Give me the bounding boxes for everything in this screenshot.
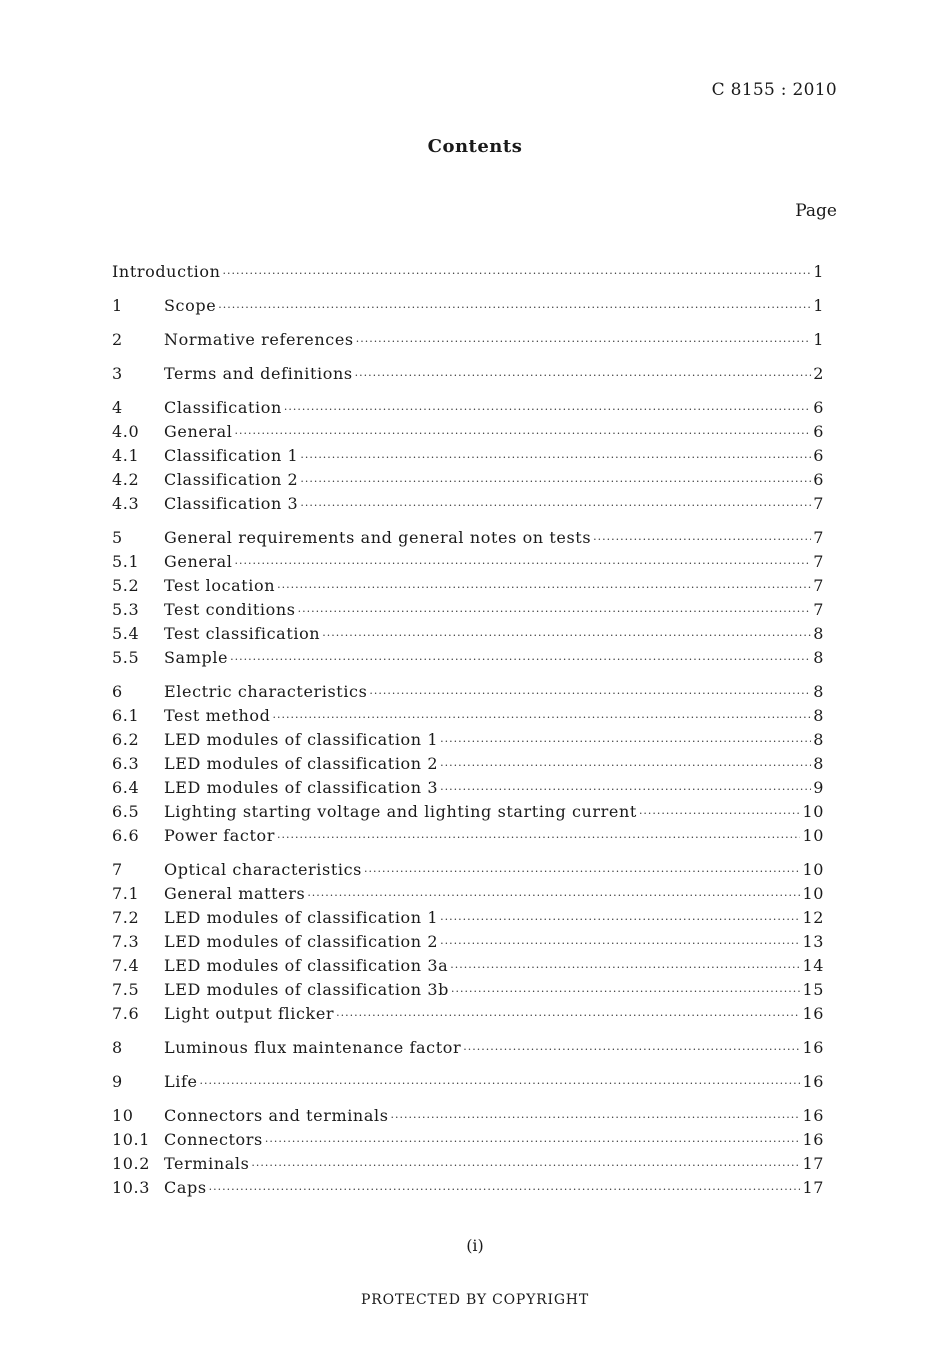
toc-entry-title: Lighting starting voltage and lighting starting current [164,802,637,821]
toc-entry-page: 17 [802,1178,824,1197]
toc-leader-dots [355,369,812,382]
toc-group [112,1072,824,1096]
toc-entry-page: 7 [813,576,824,595]
toc-entry-number: 9 [112,1072,123,1091]
toc-entry[interactable] [112,826,824,850]
toc-leader-dots [300,499,811,512]
toc-entry[interactable] [112,624,824,648]
toc-entry-number: 7 [112,860,123,879]
toc-entry-page: 8 [813,624,824,643]
toc-entry[interactable] [112,1106,824,1130]
toc-entry-title: Introduction [112,262,221,281]
toc-entry-title: Power factor [164,826,275,845]
toc-entry-page: 1 [813,330,824,349]
toc-entry-page: 8 [813,706,824,725]
toc-leader-dots [440,783,811,796]
toc-entry-page: 14 [802,956,824,975]
toc-leader-dots [369,687,811,700]
toc-entry[interactable] [112,398,824,422]
toc-entry-title: Optical characteristics [164,860,362,879]
toc-entry-number: 4.1 [112,446,140,465]
toc-entry-page: 8 [813,730,824,749]
toc-leader-dots [235,427,812,440]
toc-entry-title: Test classification [164,624,321,643]
copyright-footer: PROTECTED BY COPYRIGHT [361,1292,589,1308]
toc-entry-number: 2 [112,330,123,349]
toc-leader-dots [251,1159,800,1172]
toc-entry-title: Light output flicker [164,1004,335,1023]
page-title: Contents [427,136,523,157]
toc-leader-dots [440,735,811,748]
toc-leader-dots [218,301,811,314]
toc-entry-title: LED modules of classification 2 [164,932,439,951]
toc-entry-page: 10 [802,802,824,821]
toc-entry[interactable] [112,552,824,576]
page-folio: (i) [466,1236,484,1255]
toc-entry[interactable] [112,730,824,754]
toc-entry-page: 2 [813,364,824,383]
toc-entry-title: General requirements and general notes on tests [164,528,592,547]
toc-entry-title: LED modules of classification 1 [164,908,439,927]
toc-group [112,1038,824,1062]
toc-group [112,682,824,850]
toc-entry-number: 5.2 [112,576,140,595]
toc-leader-dots [391,1111,801,1124]
toc-entry[interactable] [112,956,824,980]
toc-entry-page: 6 [813,398,824,417]
toc-entry-title: Normative references [164,330,354,349]
toc-leader-dots [639,807,801,820]
toc-entry-number: 10.1 [112,1130,151,1149]
toc-leader-dots [463,1043,800,1056]
toc-entry-number: 7.6 [112,1004,140,1023]
toc-entry[interactable] [112,980,824,1004]
toc-entry[interactable] [112,1154,824,1178]
toc-entry-number: 3 [112,364,123,383]
toc-group [112,262,824,286]
toc-entry-number: 8 [112,1038,123,1057]
toc-entry[interactable] [112,528,824,552]
toc-entry-title: Terms and definitions [164,364,353,383]
toc-entry-page: 6 [813,422,824,441]
toc-entry-page: 16 [802,1072,824,1091]
toc-entry-page: 9 [813,778,824,797]
toc-leader-dots [322,629,811,642]
toc-entry-page: 10 [802,884,824,903]
toc-entry-title: LED modules of classification 2 [164,754,439,773]
toc-entry-title: Classification [164,398,282,417]
toc-entry[interactable] [112,908,824,932]
toc-entry-title: Scope [164,296,217,315]
toc-entry-number: 4 [112,398,123,417]
toc-entry-title: General [164,552,233,571]
toc-entry-number: 5.3 [112,600,140,619]
toc-entry[interactable] [112,884,824,908]
toc-entry[interactable] [112,1178,824,1202]
toc-entry-title: General matters [164,884,306,903]
toc-entry[interactable] [112,648,824,672]
standard-id: C 8155 : 2010 [711,80,837,100]
toc-entry[interactable] [112,494,824,518]
toc-entry[interactable] [112,422,824,446]
toc-entry[interactable] [112,1004,824,1028]
toc-entry-page: 10 [802,860,824,879]
page-column-label: Page [795,201,837,221]
toc-entry-page: 7 [813,528,824,547]
toc-entry-title: Luminous flux maintenance factor [164,1038,462,1057]
toc-entry-number: 10.3 [112,1178,151,1197]
toc-entry-page: 6 [813,470,824,489]
toc-leader-dots [593,533,811,546]
toc-leader-dots [277,581,811,594]
toc-entry[interactable] [112,778,824,802]
toc-leader-dots [440,937,800,950]
toc-entry[interactable] [112,364,824,388]
toc-entry[interactable] [112,1130,824,1154]
toc-entry-number: 10.2 [112,1154,151,1173]
toc-entry[interactable] [112,802,824,826]
toc-entry-page: 1 [813,262,824,281]
toc-entry-title: LED modules of classification 3b [164,980,449,999]
toc-entry-title: Test location [164,576,276,595]
toc-entry-number: 5 [112,528,123,547]
toc-leader-dots [284,403,811,416]
toc-entry[interactable] [112,296,824,320]
toc-entry-number: 6 [112,682,123,701]
toc-entry-number: 5.4 [112,624,140,643]
toc-entry-page: 15 [802,980,824,999]
toc-entry-number: 4.3 [112,494,140,513]
toc-entry-title: Connectors and terminals [164,1106,389,1125]
toc-entry-title: Classification 2 [164,470,299,489]
toc-entry-title: LED modules of classification 1 [164,730,439,749]
toc-leader-dots [265,1135,801,1148]
table-of-contents [112,262,824,1212]
toc-leader-dots [451,985,800,998]
toc-entry-number: 5.5 [112,648,140,667]
toc-entry[interactable] [112,576,824,600]
toc-leader-dots [223,267,812,280]
toc-entry[interactable] [112,446,824,470]
toc-leader-dots [277,831,800,844]
toc-entry-page: 8 [813,682,824,701]
toc-entry-number: 7.2 [112,908,140,927]
toc-leader-dots [272,711,811,724]
toc-entry[interactable] [112,932,824,956]
toc-entry-page: 10 [802,826,824,845]
toc-entry-page: 7 [813,494,824,513]
toc-entry[interactable] [112,1038,824,1062]
toc-entry-title: Test method [164,706,271,725]
toc-entry-page: 16 [802,1130,824,1149]
toc-entry-page: 16 [802,1038,824,1057]
toc-entry-title: Electric characteristics [164,682,368,701]
toc-group [112,330,824,354]
toc-entry-page: 16 [802,1004,824,1023]
toc-entry-page: 12 [802,908,824,927]
toc-entry-number: 6.5 [112,802,140,821]
toc-entry-page: 16 [802,1106,824,1125]
toc-entry[interactable] [112,754,824,778]
toc-entry-page: 8 [813,648,824,667]
toc-entry-number: 6.2 [112,730,140,749]
toc-entry-title: LED modules of classification 3a [164,956,449,975]
toc-entry-title: Life [164,1072,198,1091]
toc-leader-dots [336,1009,800,1022]
toc-entry[interactable] [112,600,824,624]
toc-group [112,528,824,672]
toc-group [112,398,824,518]
toc-entry-page: 6 [813,446,824,465]
toc-entry-number: 7.5 [112,980,140,999]
toc-leader-dots [209,1183,801,1196]
toc-entry-number: 5.1 [112,552,140,571]
toc-entry-title: General [164,422,233,441]
toc-leader-dots [440,913,800,926]
toc-entry-number: 7.3 [112,932,140,951]
toc-entry-title: Classification 1 [164,446,299,465]
toc-leader-dots [300,451,811,464]
toc-entry-number: 4.0 [112,422,140,441]
toc-entry[interactable] [112,470,824,494]
toc-group [112,1106,824,1202]
toc-entry-title: Terminals [164,1154,250,1173]
toc-entry[interactable] [112,706,824,730]
toc-group [112,296,824,320]
toc-leader-dots [230,653,811,666]
toc-leader-dots [235,557,812,570]
toc-leader-dots [440,759,811,772]
toc-entry[interactable] [112,1072,824,1096]
toc-entry-page: 17 [802,1154,824,1173]
toc-entry[interactable] [112,262,824,286]
toc-leader-dots [298,605,812,618]
toc-entry[interactable] [112,682,824,706]
toc-leader-dots [307,889,800,902]
toc-entry-number: 4.2 [112,470,140,489]
toc-leader-dots [364,865,800,878]
toc-entry-number: 6.1 [112,706,140,725]
toc-entry-title: Classification 3 [164,494,299,513]
toc-entry-number: 1 [112,296,123,315]
toc-leader-dots [450,961,800,974]
toc-group [112,860,824,1028]
toc-entry-page: 8 [813,754,824,773]
toc-leader-dots [356,335,812,348]
toc-entry[interactable] [112,330,824,354]
toc-entry-number: 6.4 [112,778,140,797]
toc-leader-dots [300,475,811,488]
toc-entry-number: 6.6 [112,826,140,845]
toc-leader-dots [200,1077,801,1090]
toc-entry-number: 7.1 [112,884,140,903]
toc-entry-title: Connectors [164,1130,263,1149]
toc-entry-title: Caps [164,1178,207,1197]
toc-entry-number: 6.3 [112,754,140,773]
toc-entry-title: LED modules of classification 3 [164,778,439,797]
toc-entry-number: 7.4 [112,956,140,975]
toc-entry-page: 7 [813,552,824,571]
toc-entry-number: 10 [112,1106,134,1125]
toc-entry-page: 13 [802,932,824,951]
toc-entry-page: 1 [813,296,824,315]
toc-entry-title: Sample [164,648,229,667]
toc-entry[interactable] [112,860,824,884]
toc-entry-title: Test conditions [164,600,296,619]
toc-entry-page: 7 [813,600,824,619]
toc-group [112,364,824,388]
